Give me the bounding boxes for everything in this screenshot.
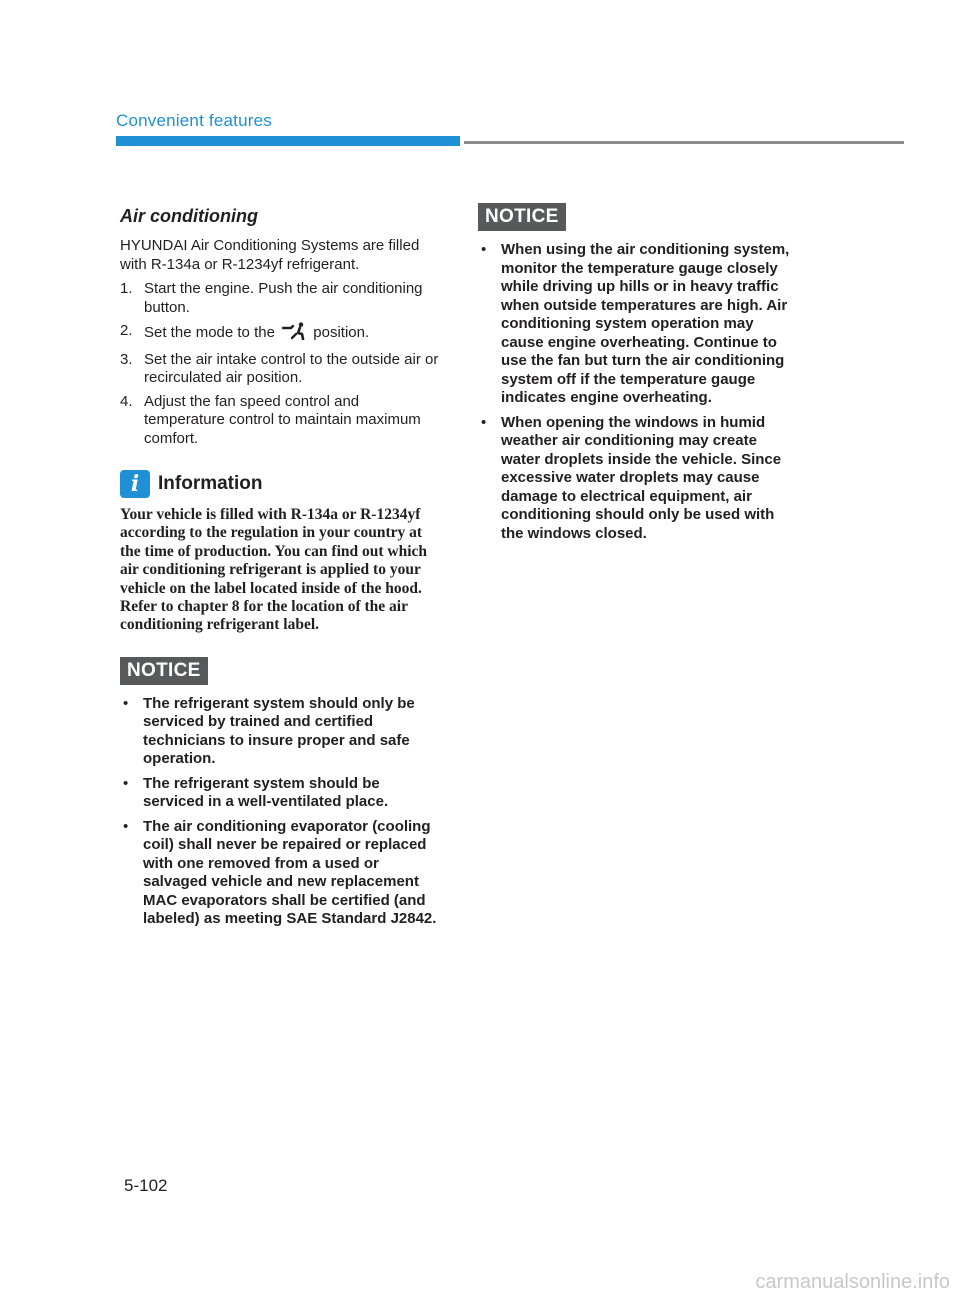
step-text: Set the air intake control to the outside air or recirculated air position. <box>144 350 439 386</box>
step-item <box>120 351 442 388</box>
bullet: • <box>123 817 129 835</box>
notice-item <box>120 775 442 812</box>
notice-item <box>120 818 442 929</box>
right-column <box>478 203 800 549</box>
step-text-after: position. <box>313 324 370 341</box>
header-accent-bar <box>116 136 460 146</box>
notice-badge: NOTICE <box>120 657 208 685</box>
page-number: 5-102 <box>124 1176 168 1195</box>
step-text: Start the engine. Push the air conditioning button. <box>144 280 423 316</box>
step-item <box>120 280 442 317</box>
notice-item <box>478 241 800 408</box>
information-box <box>120 470 442 635</box>
notice-item-text: The air conditioning evaporator (cooling coil) shall never be repaired or replaced with one removed from a used or salvaged vehicle and new replacement MAC evaporators shall be certified (and labeled) as meeting SAE Standard J2842. <box>143 817 437 928</box>
notice-badge: NOTICE <box>478 203 566 231</box>
section-header-title: Convenient features <box>116 111 272 130</box>
notice-item-text: When opening the windows in humid weather air conditioning may create water droplets inside the vehicle. Since excessive water droplets may cause damage to electrical equipment, air conditioning should only be used with the windows closed. <box>501 413 782 542</box>
bullet: • <box>123 694 129 712</box>
bullet: • <box>481 241 487 258</box>
header-divider-line <box>464 141 904 144</box>
step-text-before: Set the mode to the <box>144 324 275 341</box>
bullet: • <box>123 774 129 792</box>
air-conditioning-heading: Air conditioning <box>120 206 258 226</box>
air-conditioning-steps <box>120 280 442 448</box>
step-number: 4. <box>120 392 133 410</box>
notice-item-text: The refrigerant system should only be serviced by trained and certified technicians to insure proper and safe operation. <box>143 694 415 768</box>
information-icon: i <box>120 470 150 498</box>
notice-item <box>478 414 800 544</box>
information-text: Your vehicle is filled with R-134a or R-1234yf according to the regulation in your country at the time of production. You can find out which air conditioning refrigerant is applied to your vehicle on the label located inside of the hood. Refer to chapter 8 for the location of the air conditioning refrigerant label. <box>120 506 428 634</box>
bullet: • <box>481 413 487 431</box>
step-number: 1. <box>120 280 133 297</box>
notice-item <box>120 695 442 769</box>
left-column <box>120 206 442 935</box>
notice-list <box>120 695 442 929</box>
air-conditioning-intro: HYUNDAI Air Conditioning Systems are filled with R-134a or R-1234yf refrigerant. <box>120 237 420 273</box>
notice-box-left <box>120 657 442 929</box>
notice-list <box>478 241 800 543</box>
step-item <box>120 322 442 346</box>
notice-item-text: The refrigerant system should be serviced in a well-ventilated place. <box>143 774 389 811</box>
step-text: Adjust the fan speed control and temperature control to maintain maximum comfort. <box>144 392 421 447</box>
information-header <box>120 470 442 498</box>
information-title: Information <box>158 473 263 494</box>
notice-item-text: When using the air conditioning system, monitor the temperature gauge closely while driving up hills or in heavy traffic when outside temperatures are high. Air conditioning system operation may cause engine overheating. Continue to use the fan but turn the air conditioning system off if the temperature gauge indicates engine overheating. <box>501 241 790 406</box>
step-number: 2. <box>120 322 133 339</box>
face-floor-mode-icon <box>281 322 307 346</box>
watermark: carmanualsonline.info <box>755 1271 950 1293</box>
step-number: 3. <box>120 350 133 368</box>
step-item <box>120 393 442 449</box>
